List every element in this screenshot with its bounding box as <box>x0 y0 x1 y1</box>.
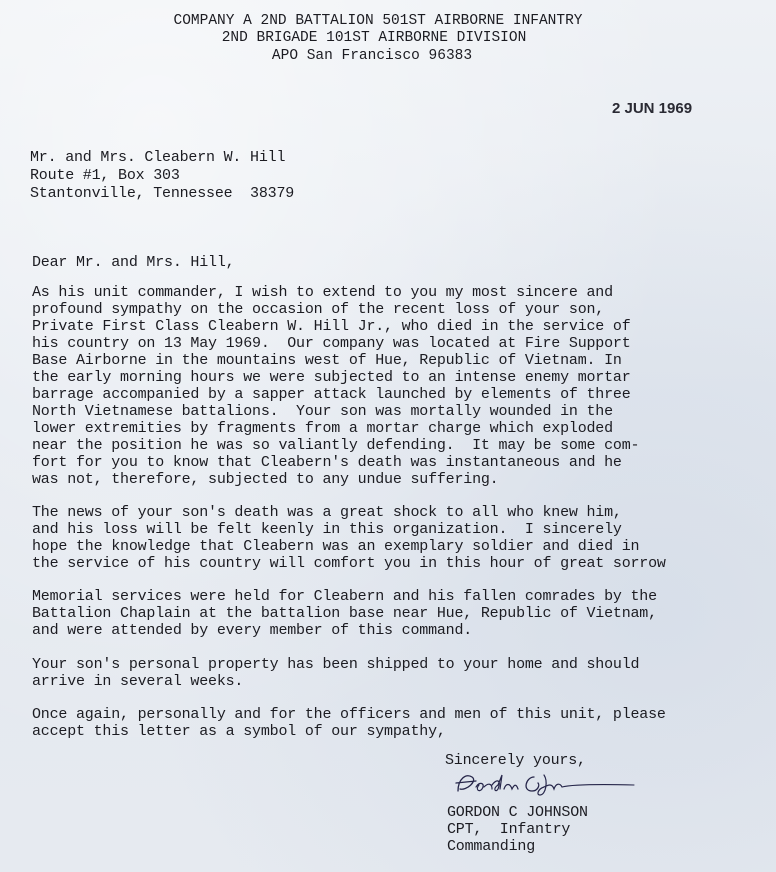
handwritten-signature <box>452 769 637 799</box>
body-line: As his unit commander, I wish to extend to you my most sincere and <box>32 284 613 301</box>
body-line: hope the knowledge that Cleabern was an exemplary soldier and died in <box>32 538 640 555</box>
body-line: accept this letter as a symbol of our sympathy, <box>32 723 446 740</box>
body-line: the early morning hours we were subjected to an intense enemy mortar <box>32 369 631 386</box>
body-line: Your son's personal property has been shipped to your home and should <box>32 656 640 673</box>
salutation: Dear Mr. and Mrs. Hill, <box>32 254 235 271</box>
body-line: fort for you to know that Cleabern's death was instantaneous and he <box>32 454 622 471</box>
body-line: North Vietnamese battalions. Your son was mortally wounded in the <box>32 403 613 420</box>
body-line: profound sympathy on the occasion of the recent loss of your son, <box>32 301 605 318</box>
recipient-name: Mr. and Mrs. Cleabern W. Hill <box>30 149 286 166</box>
body-line: The news of your son's death was a great shock to all who knew him, <box>32 504 622 521</box>
signer-title: Commanding <box>447 838 536 855</box>
signer-name: GORDON C JOHNSON <box>447 804 588 821</box>
closing: Sincerely yours, <box>445 752 586 769</box>
body-line: near the position he was so valiantly defending. It may be some com- <box>32 437 640 454</box>
date-stamp: 2 JUN 1969 <box>612 100 693 117</box>
body-line: the service of his country will comfort you in this hour of great sorrow <box>32 555 666 572</box>
body-line: Private First Class Cleabern W. Hill Jr., who died in the service of <box>32 318 631 335</box>
body-line: Memorial services were held for Cleabern and his fallen comrades by the <box>32 588 657 605</box>
body-line: his country on 13 May 1969. Our company was located at Fire Support <box>32 335 631 352</box>
body-line: barrage accompanied by a sapper attack launched by elements of three <box>32 386 631 403</box>
letterhead-line-1: COMPANY A 2ND BATTALION 501ST AIRBORNE INFANTRY <box>173 13 583 29</box>
body-line: Once again, personally and for the officers and men of this unit, please <box>32 706 666 723</box>
body-line: lower extremities by fragments from a mortar charge which exploded <box>32 420 613 437</box>
body-line: and his loss will be felt keenly in this organization. I sincerely <box>32 521 622 538</box>
signer-rank: CPT, Infantry <box>447 821 571 838</box>
body-line: Battalion Chaplain at the battalion base near Hue, Republic of Vietnam, <box>32 605 657 622</box>
body-line: and were attended by every member of this command. <box>32 622 473 639</box>
recipient-city: Stantonville, Tennessee 38379 <box>30 185 295 202</box>
body-line: Base Airborne in the mountains west of Hue, Republic of Vietnam. In <box>32 352 622 369</box>
letterhead-line-2: 2ND BRIGADE 101ST AIRBORNE DIVISION <box>221 30 527 46</box>
body-line: arrive in several weeks. <box>32 673 244 690</box>
body-line: was not, therefore, subjected to any undue suffering. <box>32 471 499 488</box>
letterhead-line-3: APO San Francisco 96383 <box>271 48 473 64</box>
recipient-street: Route #1, Box 303 <box>30 167 180 184</box>
